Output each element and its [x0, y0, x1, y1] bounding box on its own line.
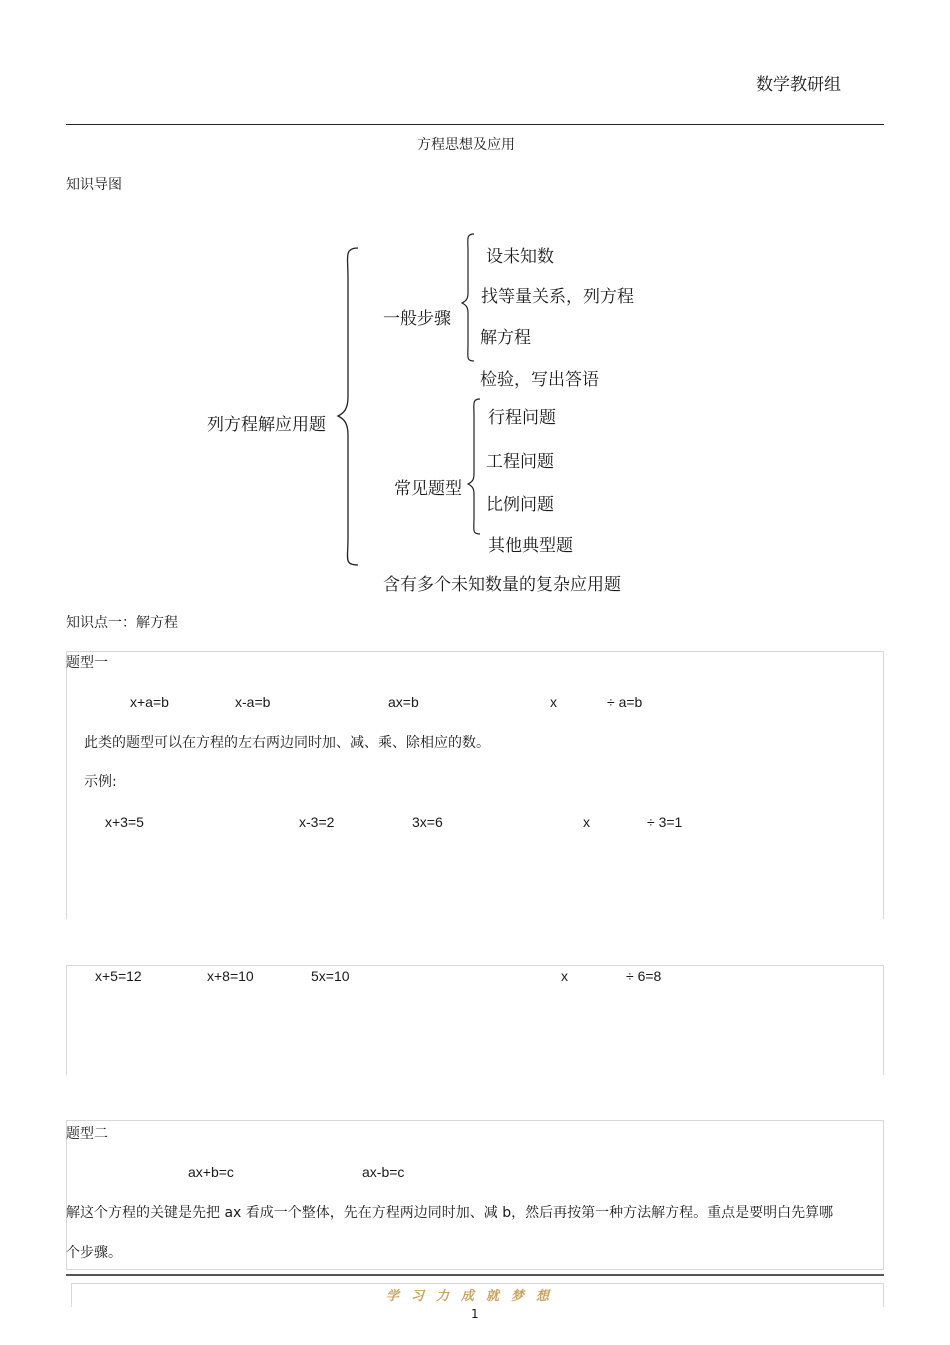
type1-form: x+a=b	[130, 694, 169, 710]
type1-form: x	[550, 694, 557, 710]
type1-form: x-a=b	[235, 694, 271, 710]
type-item: 工程问题	[486, 452, 554, 472]
practice-equation: ÷ 6=8	[626, 968, 662, 984]
type2-form: ax+b=c	[188, 1164, 234, 1180]
page-title: 方程思想及应用	[417, 137, 515, 153]
step-item: 解方程	[480, 328, 531, 348]
type1-example: x-3=2	[299, 814, 335, 830]
type1-form: ÷ a=b	[607, 694, 643, 710]
type2-box	[66, 1120, 884, 1270]
step-item: 找等量关系，列方程	[481, 287, 634, 307]
type2-form: ax-b=c	[362, 1164, 405, 1180]
root-brace	[336, 247, 360, 567]
type1-example-label: 示例:	[84, 774, 117, 790]
type2-description: 解这个方程的关键是先把 ax 看成一个整体，先在方程两边同时加、减 b，然后再按第一种方法解方程。重点是要明白先算哪	[66, 1205, 834, 1221]
type1-form: ax=b	[388, 694, 419, 710]
mindmap-section-label: 知识导图	[66, 177, 122, 193]
type1-example: x	[583, 814, 590, 830]
header-rule	[66, 124, 884, 125]
practice-equation: 5x=10	[311, 968, 350, 984]
type2-label: 题型二	[66, 1126, 108, 1142]
org-name: 数学教研组	[756, 75, 841, 95]
step-item: 检验，写出答语	[480, 370, 599, 390]
type-item: 比例问题	[486, 495, 554, 515]
point1-label: 知识点一：解方程	[66, 615, 178, 631]
type1-example: x+3=5	[105, 814, 144, 830]
steps-label: 一般步骤	[383, 309, 451, 329]
footer-motto: 学习力成就梦想	[386, 1289, 562, 1304]
steps-brace	[460, 233, 476, 363]
types-brace	[466, 398, 482, 536]
type1-description: 此类的题型可以在方程的左右两边同时加、减、乘、除相应的数。	[84, 735, 490, 751]
mindmap-root: 列方程解应用题	[207, 415, 326, 435]
practice-equation: x+8=10	[207, 968, 254, 984]
practice-box	[66, 965, 884, 1075]
types-label: 常见题型	[394, 479, 462, 499]
type2-description-cont: 个步骤。	[66, 1245, 122, 1261]
type-item: 行程问题	[488, 408, 556, 428]
type1-box	[66, 651, 884, 919]
type1-example: ÷ 3=1	[647, 814, 683, 830]
type-item: 其他典型题	[488, 536, 573, 556]
step-item: 设未知数	[486, 247, 554, 267]
footer-rule	[66, 1274, 884, 1276]
type1-example: 3x=6	[412, 814, 443, 830]
page-number: 1	[471, 1307, 479, 1321]
type1-label: 题型一	[66, 655, 108, 671]
practice-equation: x	[561, 968, 568, 984]
mindmap-extra: 含有多个未知数量的复杂应用题	[383, 575, 621, 595]
practice-equation: x+5=12	[95, 968, 142, 984]
